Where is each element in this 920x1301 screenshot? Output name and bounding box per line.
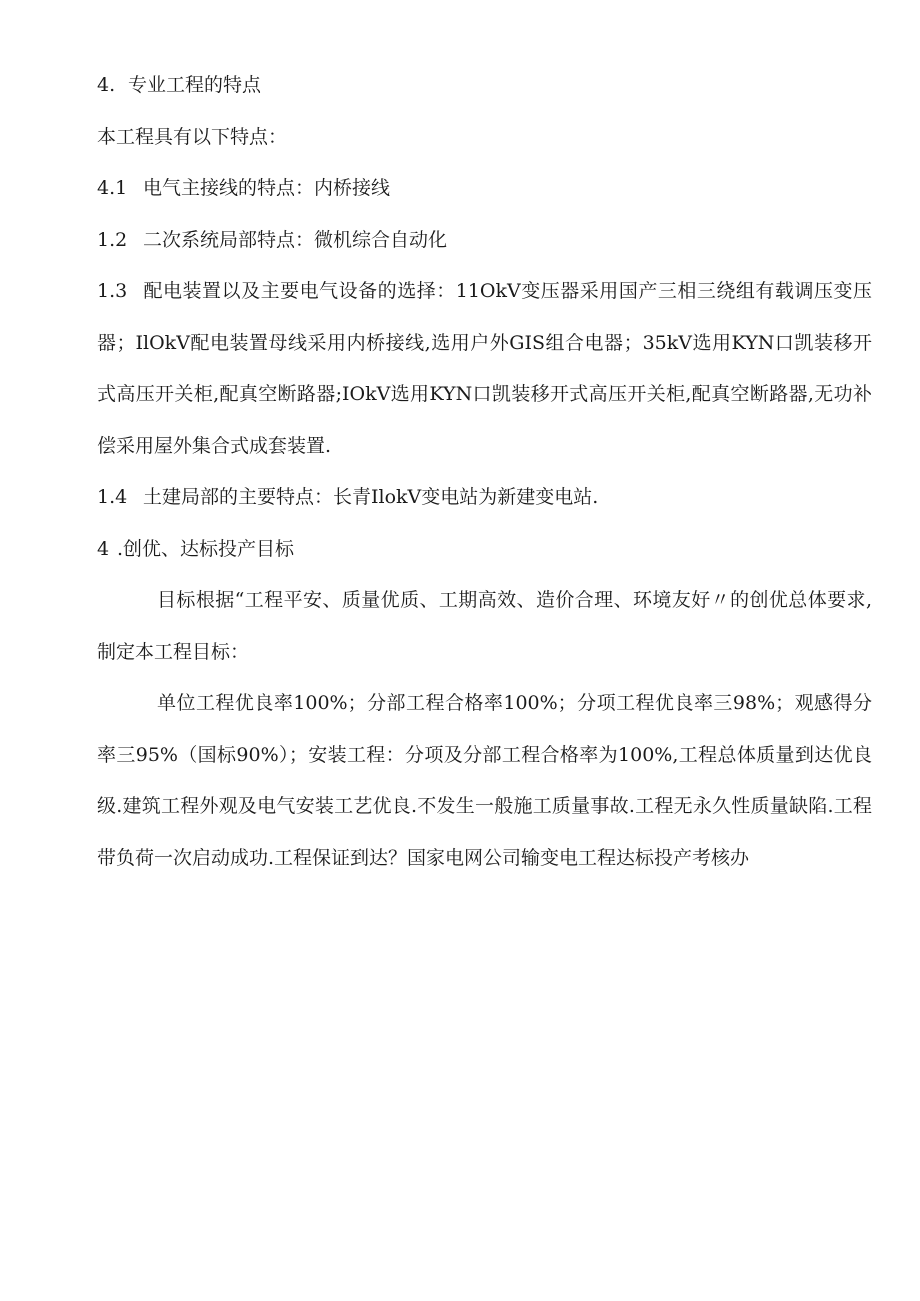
item-number: 1.2 xyxy=(97,228,128,251)
item-1-3 xyxy=(97,266,872,472)
document-body xyxy=(97,60,872,884)
item-text: 二次系统局部特点：微机综合自动化 xyxy=(143,228,448,251)
item-text: 配电装置以及主要电气设备的选择：11OkV变压器采用国产三相三绕组有载调压变压器；IlOkV配电装置母线采用内桥接线,选用户外GIS组合电器；35kV选用KYN口凯装移开式高压开关柜,配真空断路器;IOkV选用KYN口凯装移开式高压开关柜,配真空断路器,无功补偿采用屋外集合式成套装置. xyxy=(97,280,872,457)
item-1-2 xyxy=(97,215,872,267)
section-title: 专业工程的特点 xyxy=(128,74,262,96)
goal-paragraph: 目标根据“工程平安、质量优质、工期高效、造价合理、环境友好〃的创优总体要求,制定本工程目标： xyxy=(97,589,872,663)
rates-paragraph: 单位工程优良率100%；分部工程合格率100%；分项工程优良率三98%；观感得分率三95%（国标90%）；安装工程：分项及分部工程合格率为100%,工程总体质量到达优良级.建筑工程外观及电气安装工艺优良.不发生一般施工质量事故.工程无永久性质量缺陷.工程带负荷一次启动成功.工程保证到达？国家电网公司输变电工程达标投产考核办 xyxy=(97,692,872,869)
item-4-1 xyxy=(97,163,872,215)
item-1-4 xyxy=(97,472,872,524)
item-number: 1.4 xyxy=(97,486,128,508)
section-number: 4. xyxy=(97,74,116,96)
intro-text: 本工程具有以下特点： xyxy=(97,125,288,148)
item-number: 1.3 xyxy=(97,280,128,302)
item-text: 土建局部的主要特点：长青IlokV变电站为新建变电站. xyxy=(143,486,599,508)
item-text: 电气主接线的特点：内桥接线 xyxy=(143,177,391,199)
item-number: 4.1 xyxy=(97,177,128,199)
section-heading-4b xyxy=(97,524,872,576)
section-title: .创优、达标投产目标 xyxy=(117,537,295,560)
section-heading-4 xyxy=(97,60,872,112)
section-number: 4 xyxy=(97,537,110,560)
